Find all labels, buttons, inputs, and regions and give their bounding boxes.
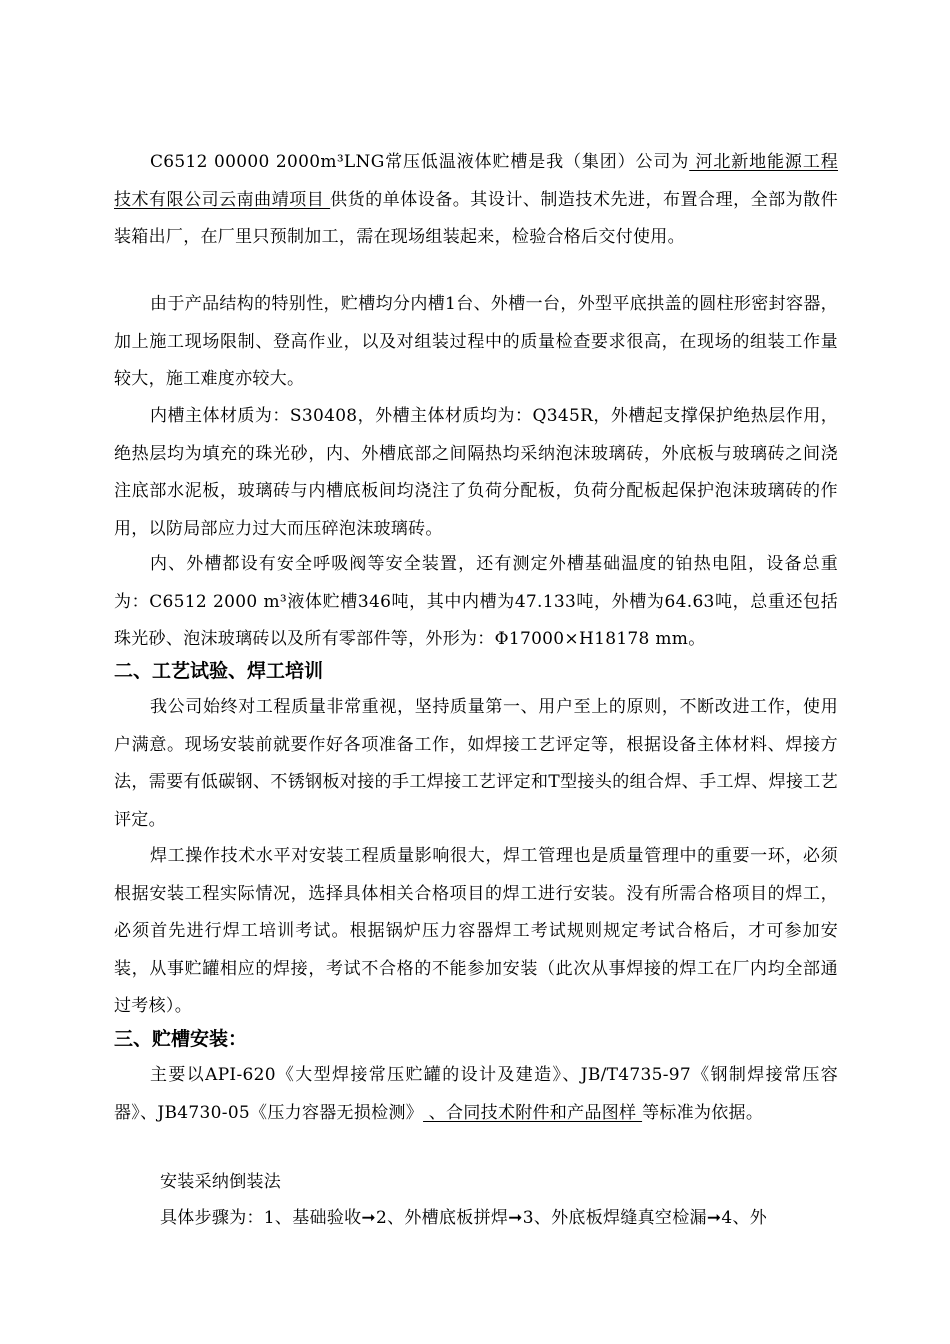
paragraph-intro [114, 144, 838, 257]
intro-text-a: C6512 00000 2000m³LNG常压低温液体贮槽是我（集团）公司为 [150, 152, 690, 172]
installation-steps: 具体步骤为：1、基础验收➞2、外槽底板拼焊➞3、外底板焊缝真空检漏➞4、外 [160, 1208, 768, 1228]
standards-text-b: 等标准为依据。 [642, 1102, 764, 1123]
paragraph-materials: 内槽主体材质为：S30408，外槽主体材质均为：Q345R，外槽起支撑保护绝热层作用，绝热层均为填充的珠光砂，内、外槽底部之间隔热均采纳泡沫玻璃砖，外底板与玻璃砖之间浇注底部水泥板，玻璃砖与内槽底板间均浇注了负荷分配板，负荷分配板起保护泡沫玻璃砖的作用，以防局部应力过大而压碎泡沫玻璃砖。 [114, 406, 838, 539]
installation-method: 安装采纳倒装法 [160, 1172, 282, 1192]
paragraph-standards [114, 1057, 838, 1132]
paragraph-welder-management: 焊工操作技术水平对安装工程质量影响很大，焊工管理也是质量管理中的重要一环，必须根据安装工程实际情况，选择具体相关合格项目的焊工进行安装。没有所需合格项目的焊工，必须首先进行焊工培训考试。根据锅炉压力容器焊工考试规则规定考试合格后，才可参加安装，从事贮罐相应的焊接，考试不合格的不能参加安装（此次从事焊接的焊工在厂内均全部通过考核）。 [114, 846, 838, 1016]
intro-client-underlined: 河北新地能源工程技术有限公司云南曲靖项目 [114, 152, 839, 210]
standards-underlined: 、合同技术附件和产品图样 [423, 1102, 643, 1123]
paragraph-quality: 我公司始终对工程质量非常重视，坚持质量第一、用户至上的原则，不断改进工作，使用户满意。现场安装前就要作好各项准备工作，如焊接工艺评定等，根据设备主体材料、焊接方法，需要有低碳钢、不锈钢板对接的手工焊接工艺评定和T型接头的组合焊、手工焊、焊接工艺评定。 [114, 697, 838, 830]
heading-tank-installation: 三、贮槽安装： [114, 1028, 248, 1050]
paragraph-safety-weight: 内、外槽都设有安全呼吸阀等安全装置，还有测定外槽基础温度的铂热电阻，设备总重为：C6512 2000 m³液体贮槽346吨，其中内槽为47.133吨，外槽为64.63吨，总重还包括珠光砂、泡沫玻璃砖以及所有零部件等，外形为：Φ17000×H18178 mm。 [114, 554, 838, 649]
intro-text-b: 供货的单体设备。其设计、制造技术先进，布置合理，全部为散件装箱出厂，在厂里只预制加工，需在现场组装起来，检验合格后交付使用。 [114, 189, 838, 247]
standards-text-a: 主要以API-620《大型焊接常压贮罐的设计及建造》、JB/T4735-97《钢制焊接常压容器》、JB4730-05《压力容器无损检测》 [114, 1065, 838, 1123]
heading-process-test-welder-training: 二、工艺试验、焊工培训 [114, 660, 324, 682]
paragraph-structure: 由于产品结构的特别性，贮槽均分内槽1台、外槽一台，外型平底拱盖的圆柱形密封容器，加上施工现场限制、登高作业，以及对组装过程中的质量检查要求很高，在现场的组装工作量较大，施工难度亦较大。 [114, 294, 838, 389]
